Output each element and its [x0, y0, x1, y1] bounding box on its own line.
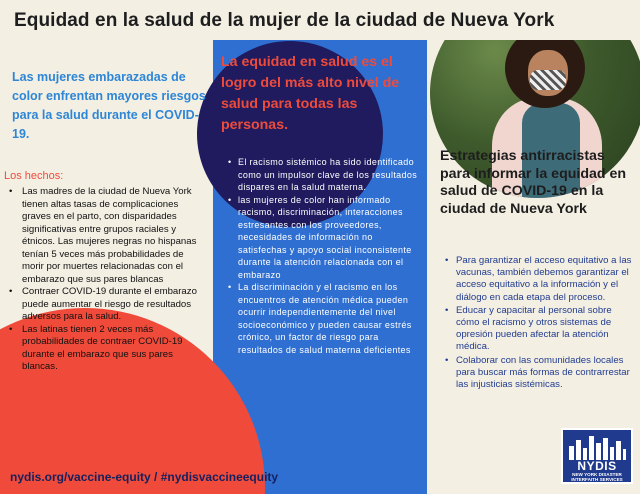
racism-item: • las mujeres de color han informado racismo, discriminación, interacciones estresantes con los proveedores, necesidades de información no satisfechas y apoyo social inconsistente durante la atención relacionada con el embarazo	[228, 194, 422, 282]
left-lead-text: Las mujeres embarazadas de color enfrentan mayores riesgos para la salud durante el COVID-19.	[12, 70, 206, 141]
logo-tagline-1: NEW YORK DISASTER	[572, 472, 622, 477]
strategies-title: Estrategias antirracistas para informar la equidad en salud de COVID-19 en la ciudad de Nueva York	[440, 148, 627, 217]
strategy-item: • Para garantizar el acceso equitativo a las vacunas, también debemos garantizar el acceso equitativo a la información y el diálogo en cada etapa del proceso.	[444, 255, 636, 304]
facts-list	[8, 186, 208, 374]
skyline-icon	[567, 434, 627, 460]
fact-item: • Las latinas tienen 2 veces más probabilidades de contraer COVID-19 durante el embarazo que sus pares blancas.	[8, 324, 208, 374]
page-title: Equidad en la salud de la mujer de la ciudad de Nueva York	[14, 10, 555, 31]
racism-item: • El racismo sistémico ha sido identificado como un impulsor clave de los resultados dispares en la salud materna.	[228, 156, 422, 194]
strategy-item: • Educar y capacitar al personal sobre cómo el racismo y otros sistemas de opresión pueden afectar la atención médica.	[444, 305, 636, 354]
fact-item: • Las madres de la ciudad de Nueva York tienen altas tasas de complicaciones graves en el parto, con disparidades significativas entre grupos raciales y étnicos. Las mujeres negras no hispanas tenían 5 veces más probabilidades de morir por muertes relacionadas con el embarazo que sus pares blancas	[8, 186, 208, 286]
racism-item: • La discriminación y el racismo en los encuentros de atención médica pueden ocurrir independientemente del nivel socioeconómico y pueden causar estrés crónico, un factor de riesgo para resultados de salud materna deficientes	[228, 281, 422, 356]
strategies-list	[444, 255, 636, 392]
racism-list	[228, 156, 422, 356]
strategy-item: • Colaborar con las comunidades locales para buscar más formas de contrarrestar las injusticias sistémicas.	[444, 355, 636, 392]
logo-tagline-2: INTERFAITH SERVICES	[571, 477, 623, 482]
footer-link[interactable]: nydis.org/vaccine-equity / #nydisvaccineequity	[10, 470, 279, 484]
photo-face-mask	[530, 70, 566, 90]
center-quote: La equidad en salud es el logro del más alto nivel de salud para todas las personas.	[221, 54, 400, 133]
nydis-logo	[561, 428, 633, 484]
logo-name: NYDIS	[577, 459, 617, 473]
header	[0, 0, 640, 40]
facts-label: Los hechos:	[4, 170, 64, 182]
fact-item: • Contraer COVID-19 durante el embarazo puede aumentar el riesgo de resultados adversos para la salud.	[8, 286, 208, 324]
